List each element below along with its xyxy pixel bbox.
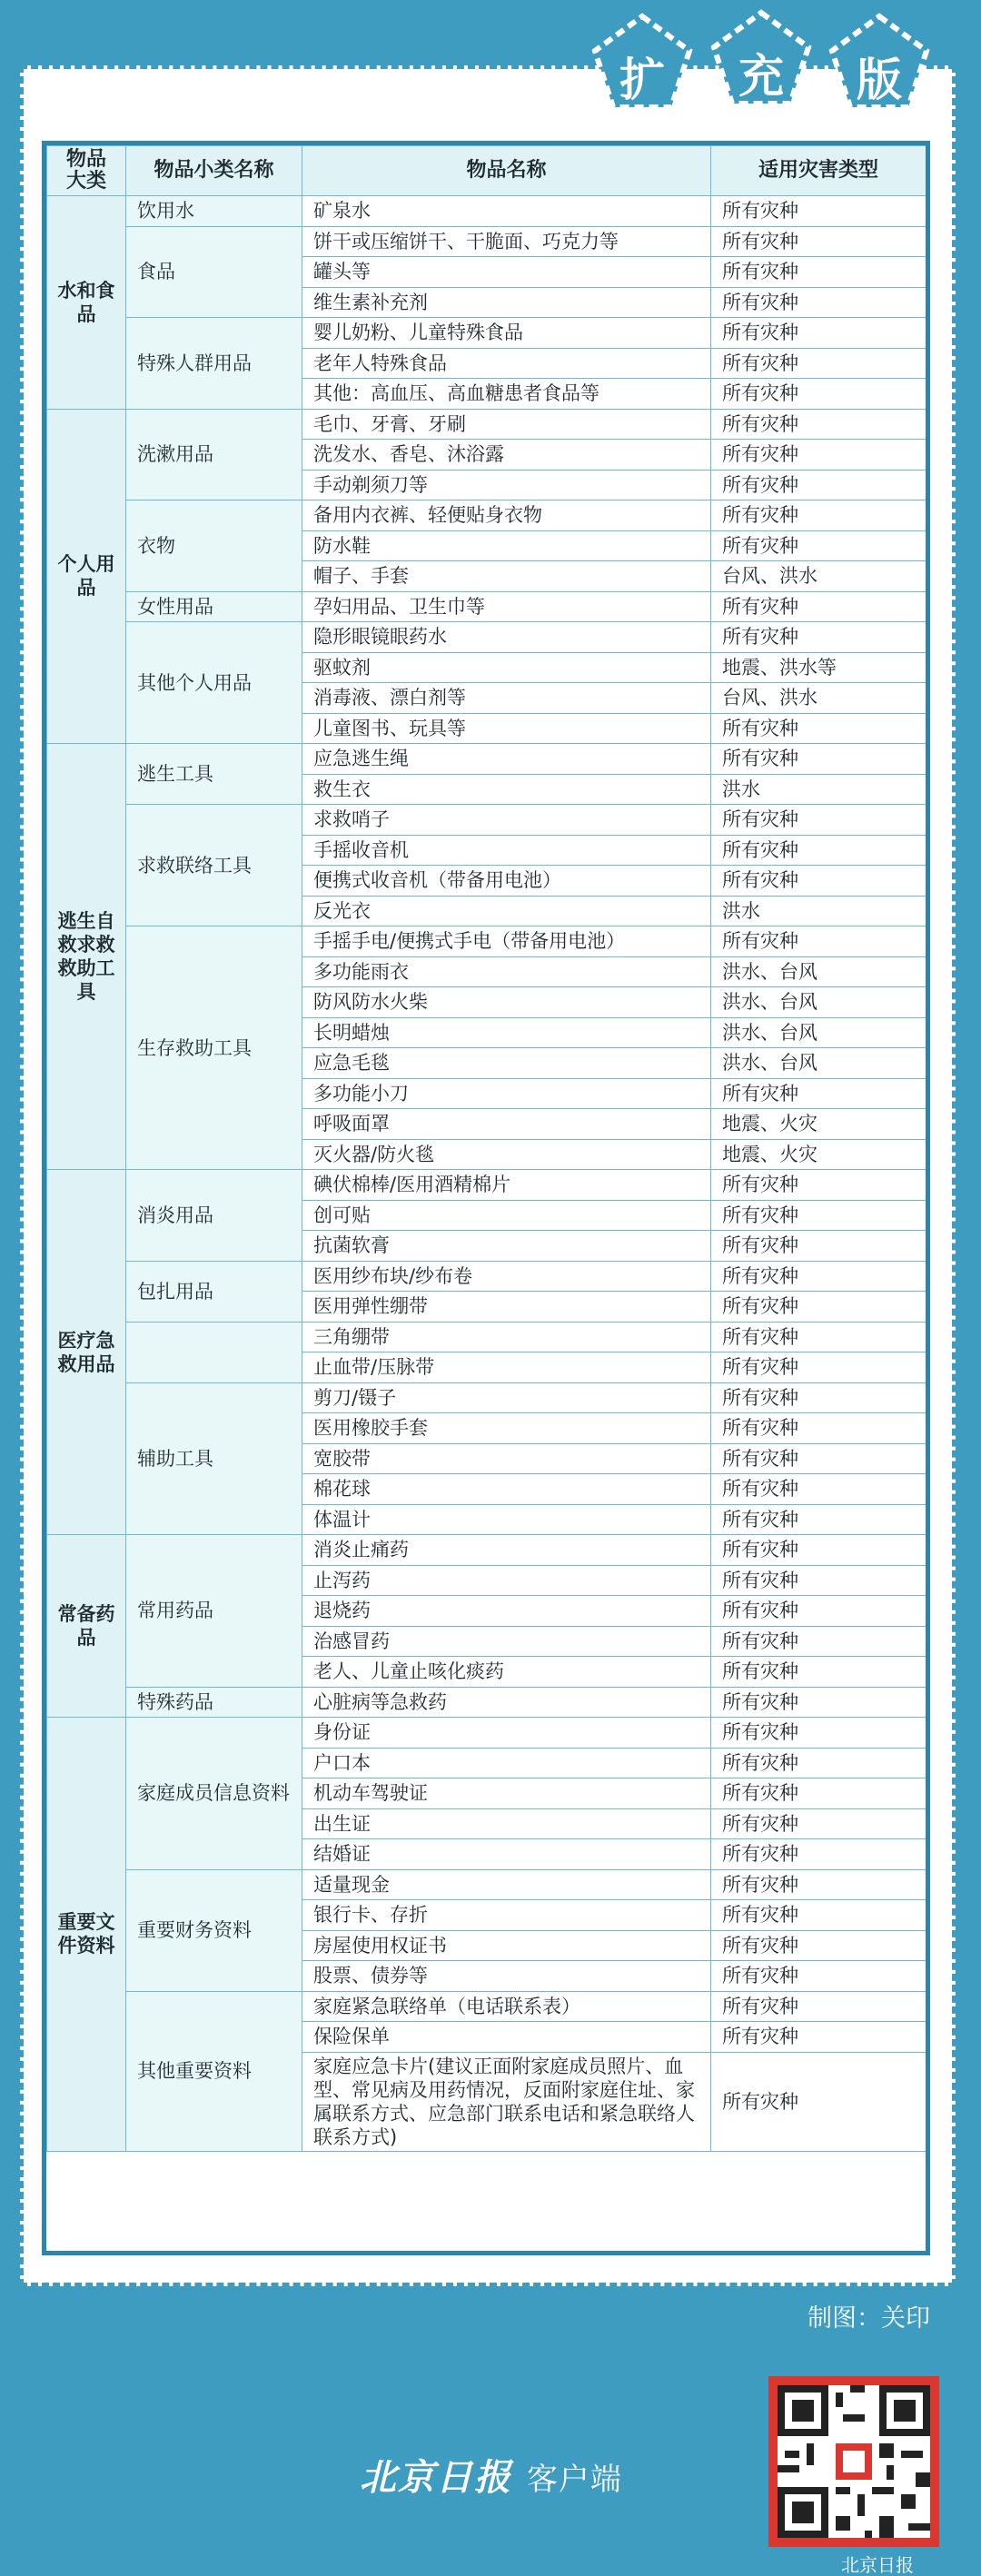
category-cell: 医疗急救用品 [47,1170,126,1535]
category-cell: 重要文件资料 [47,1718,126,2152]
disaster-type-cell: 所有灾种 [711,1687,926,1718]
disaster-type-cell: 所有灾种 [711,1626,926,1657]
item-name-cell: 银行卡、存折 [302,1900,711,1931]
disaster-type-cell: 地震、洪水等 [711,652,926,683]
badge-char-3: 版 [828,13,930,111]
disaster-type-cell: 所有灾种 [711,1839,926,1870]
item-name-cell: 退烧药 [302,1596,711,1627]
header-item: 物品名称 [302,146,711,196]
item-name-cell: 长明蜡烛 [302,1017,711,1048]
beijing-daily-logo [360,2449,622,2501]
disaster-type-cell: 洪水、台风 [711,987,926,1018]
item-name-cell: 止泻药 [302,1565,711,1596]
item-name-cell: 反光衣 [302,896,711,926]
item-name-cell: 家庭紧急联络单（电话联系表） [302,1991,711,2022]
disaster-type-cell: 所有灾种 [711,1778,926,1809]
item-name-cell: 儿童图书、玩具等 [302,713,711,744]
table-row [47,1170,926,1201]
header-disaster-type: 适用灾害类型 [711,146,926,196]
table-row [47,744,926,775]
subcategory-cell: 求救联络工具 [126,805,302,926]
disaster-type-cell: 所有灾种 [711,1869,926,1900]
item-name-cell: 应急逃生绳 [302,744,711,775]
item-name-cell: 手动剃须刀等 [302,470,711,500]
qr-label: 北京日报 [841,2554,914,2576]
qr-code [768,2376,939,2547]
disaster-type-cell: 所有灾种 [711,1748,926,1778]
subcategory-cell: 其他重要资料 [126,1991,302,2151]
disaster-type-cell: 所有灾种 [711,257,926,288]
table-row [47,805,926,836]
item-name-cell: 家庭应急卡片(建议正面附家庭成员照片、血型、常见病及用药情况，反面附家庭住址、家属联系方式、应急部门联系电话和紧急联络人联系方式) [302,2052,711,2151]
disaster-type-cell: 所有灾种 [711,1078,926,1109]
item-name-cell: 适量现金 [302,1869,711,1900]
item-name-cell: 剪刀/镊子 [302,1382,711,1413]
disaster-type-cell: 所有灾种 [711,470,926,500]
item-name-cell: 手摇收音机 [302,835,711,866]
table-row [47,1991,926,2022]
disaster-type-cell: 所有灾种 [711,226,926,257]
subcategory-cell: 其他个人用品 [126,622,302,744]
table-row [47,622,926,653]
item-name-cell: 灭火器/防火毯 [302,1139,711,1170]
item-name-cell: 三角绷带 [302,1322,711,1352]
disaster-type-cell: 台风、洪水 [711,561,926,592]
item-name-cell: 保险保单 [302,2022,711,2053]
item-name-cell: 婴儿奶粉、儿童特殊食品 [302,318,711,349]
disaster-type-cell: 所有灾种 [711,1596,926,1627]
table-row [47,1322,926,1352]
disaster-type-cell: 所有灾种 [711,1231,926,1262]
item-name-cell: 机动车驾驶证 [302,1778,711,1809]
item-name-cell: 呼吸面罩 [302,1109,711,1140]
subcategory-cell: 包扎用品 [126,1261,302,1322]
item-name-cell: 棉花球 [302,1474,711,1505]
disaster-type-cell: 所有灾种 [711,1900,926,1931]
disaster-type-cell: 所有灾种 [711,1413,926,1444]
item-name-cell: 救生衣 [302,774,711,805]
disaster-type-cell: 所有灾种 [711,409,926,440]
item-name-cell: 医用橡胶手套 [302,1413,711,1444]
disaster-type-cell: 所有灾种 [711,805,926,836]
disaster-type-cell: 所有灾种 [711,926,926,957]
disaster-type-cell: 所有灾种 [711,1657,926,1688]
item-name-cell: 求救哨子 [302,805,711,836]
item-name-cell: 饼干或压缩饼干、干脆面、巧克力等 [302,226,711,257]
disaster-type-cell: 所有灾种 [711,287,926,318]
disaster-type-cell: 所有灾种 [711,500,926,531]
item-name-cell: 消炎止痛药 [302,1535,711,1566]
disaster-type-cell: 所有灾种 [711,1200,926,1231]
credit-text: 制图：关印 [808,2304,930,2333]
item-name-cell: 结婚证 [302,1839,711,1870]
badge-char-1: 扩 [591,13,693,111]
item-name-cell: 矿泉水 [302,196,711,227]
disaster-type-cell: 地震、火灾 [711,1139,926,1170]
item-name-cell: 多功能雨衣 [302,956,711,987]
subcategory-cell: 消炎用品 [126,1170,302,1262]
disaster-type-cell: 洪水 [711,774,926,805]
table-row [47,1869,926,1900]
subcategory-cell: 重要财务资料 [126,1869,302,1991]
disaster-type-cell: 所有灾种 [711,1292,926,1323]
subcategory-cell: 逃生工具 [126,744,302,805]
table-row [47,196,926,227]
disaster-type-cell: 所有灾种 [711,318,926,349]
table-header-row [47,146,926,196]
item-name-cell: 驱蚊剂 [302,652,711,683]
item-name-cell: 碘伏棉棒/医用酒精棉片 [302,1170,711,1201]
category-cell: 常备药品 [47,1535,126,1718]
item-name-cell: 老人、儿童止咳化痰药 [302,1657,711,1688]
item-name-cell: 防风防水火柴 [302,987,711,1018]
item-name-cell: 房屋使用权证书 [302,1930,711,1961]
disaster-type-cell: 所有灾种 [711,744,926,775]
category-cell: 个人用品 [47,409,126,744]
disaster-type-cell: 所有灾种 [711,2052,926,2151]
item-name-cell: 手摇手电/便携式手电（带备用电池） [302,926,711,957]
header-category: 物品大类 [47,146,126,196]
table-row [47,409,926,440]
item-name-cell: 股票、债券等 [302,1961,711,1992]
subcategory-cell: 生存救助工具 [126,926,302,1170]
disaster-type-cell: 洪水、台风 [711,1048,926,1079]
table-row [47,318,926,349]
subcategory-cell: 女性用品 [126,591,302,622]
item-name-cell: 医用弹性绷带 [302,1292,711,1323]
item-name-cell: 治感冒药 [302,1626,711,1657]
disaster-type-cell: 所有灾种 [711,1443,926,1474]
disaster-type-cell: 地震、火灾 [711,1109,926,1140]
subcategory-cell: 家庭成员信息资料 [126,1718,302,1870]
supply-table [42,141,930,2255]
item-name-cell: 消毒液、漂白剂等 [302,683,711,714]
item-name-cell: 便携式收音机（带备用电池） [302,866,711,897]
table-row [47,226,926,257]
disaster-type-cell: 所有灾种 [711,1170,926,1201]
table-row [47,591,926,622]
disaster-type-cell: 洪水、台风 [711,1017,926,1048]
item-name-cell: 隐形眼镜眼药水 [302,622,711,653]
item-name-cell: 其他：高血压、高血糖患者食品等 [302,379,711,410]
disaster-type-cell: 所有灾种 [711,1322,926,1352]
disaster-type-cell: 洪水 [711,896,926,926]
item-name-cell: 出生证 [302,1808,711,1839]
disaster-type-cell: 所有灾种 [711,622,926,653]
disaster-type-cell: 所有灾种 [711,713,926,744]
table-body [47,196,926,2152]
subcategory-cell: 饮用水 [126,196,302,227]
item-name-cell: 止血带/压脉带 [302,1352,711,1383]
header-subcategory: 物品小类名称 [126,146,302,196]
item-name-cell: 心脏病等急救药 [302,1687,711,1718]
item-name-cell: 应急毛毯 [302,1048,711,1079]
subcategory-cell [126,1322,302,1382]
table-row [47,1382,926,1413]
disaster-type-cell: 所有灾种 [711,379,926,410]
item-name-cell: 宽胶带 [302,1443,711,1474]
table-row [47,1687,926,1718]
subcategory-cell: 衣物 [126,500,302,592]
subcategory-cell: 特殊人群用品 [126,318,302,410]
disaster-type-cell: 洪水、台风 [711,956,926,987]
disaster-type-cell: 所有灾种 [711,1718,926,1749]
item-name-cell: 防水鞋 [302,530,711,561]
item-name-cell: 帽子、手套 [302,561,711,592]
disaster-type-cell: 所有灾种 [711,591,926,622]
table-row [47,1261,926,1292]
category-cell: 水和食品 [47,196,126,410]
disaster-type-cell: 所有灾种 [711,196,926,227]
item-name-cell: 毛巾、牙膏、牙刷 [302,409,711,440]
item-name-cell: 罐头等 [302,257,711,288]
disaster-type-cell: 所有灾种 [711,530,926,561]
category-cell: 逃生自救求救救助工具 [47,744,126,1170]
item-name-cell: 医用纱布块/纱布卷 [302,1261,711,1292]
item-name-cell: 创可贴 [302,1200,711,1231]
disaster-type-cell: 所有灾种 [711,2022,926,2053]
item-name-cell: 洗发水、香皂、沐浴露 [302,440,711,471]
disaster-type-cell: 台风、洪水 [711,683,926,714]
disaster-type-cell: 所有灾种 [711,1808,926,1839]
disaster-type-cell: 所有灾种 [711,1261,926,1292]
item-name-cell: 老年人特殊食品 [302,348,711,379]
disaster-type-cell: 所有灾种 [711,1352,926,1383]
subcategory-cell: 洗漱用品 [126,409,302,500]
disaster-type-cell: 所有灾种 [711,1991,926,2022]
table-row [47,926,926,957]
disaster-type-cell: 所有灾种 [711,1535,926,1566]
item-name-cell: 户口本 [302,1748,711,1778]
table-row [47,1535,926,1566]
table-row [47,1718,926,1749]
disaster-type-cell: 所有灾种 [711,866,926,897]
item-name-cell: 抗菌软膏 [302,1231,711,1262]
badge-char-2: 充 [710,9,812,107]
disaster-type-cell: 所有灾种 [711,1930,926,1961]
disaster-type-cell: 所有灾种 [711,1565,926,1596]
disaster-type-cell: 所有灾种 [711,1961,926,1992]
item-name-cell: 维生素补充剂 [302,287,711,318]
item-name-cell: 多功能小刀 [302,1078,711,1109]
subcategory-cell: 食品 [126,226,302,318]
disaster-type-cell: 所有灾种 [711,1504,926,1535]
qr-code-icon [778,2385,930,2538]
table-row [47,500,926,531]
item-name-cell: 体温计 [302,1504,711,1535]
disaster-type-cell: 所有灾种 [711,1474,926,1505]
item-name-cell: 身份证 [302,1718,711,1749]
logo-app-text: 客户端 [526,2462,622,2498]
disaster-type-cell: 所有灾种 [711,440,926,471]
subcategory-cell: 辅助工具 [126,1382,302,1535]
disaster-type-cell: 所有灾种 [711,348,926,379]
item-name-cell: 孕妇用品、卫生巾等 [302,591,711,622]
subcategory-cell: 特殊药品 [126,1687,302,1718]
disaster-type-cell: 所有灾种 [711,835,926,866]
logo-text: 北京日报 [360,2456,512,2499]
item-name-cell: 备用内衣裤、轻便贴身衣物 [302,500,711,531]
subcategory-cell: 常用药品 [126,1535,302,1688]
disaster-type-cell: 所有灾种 [711,1382,926,1413]
